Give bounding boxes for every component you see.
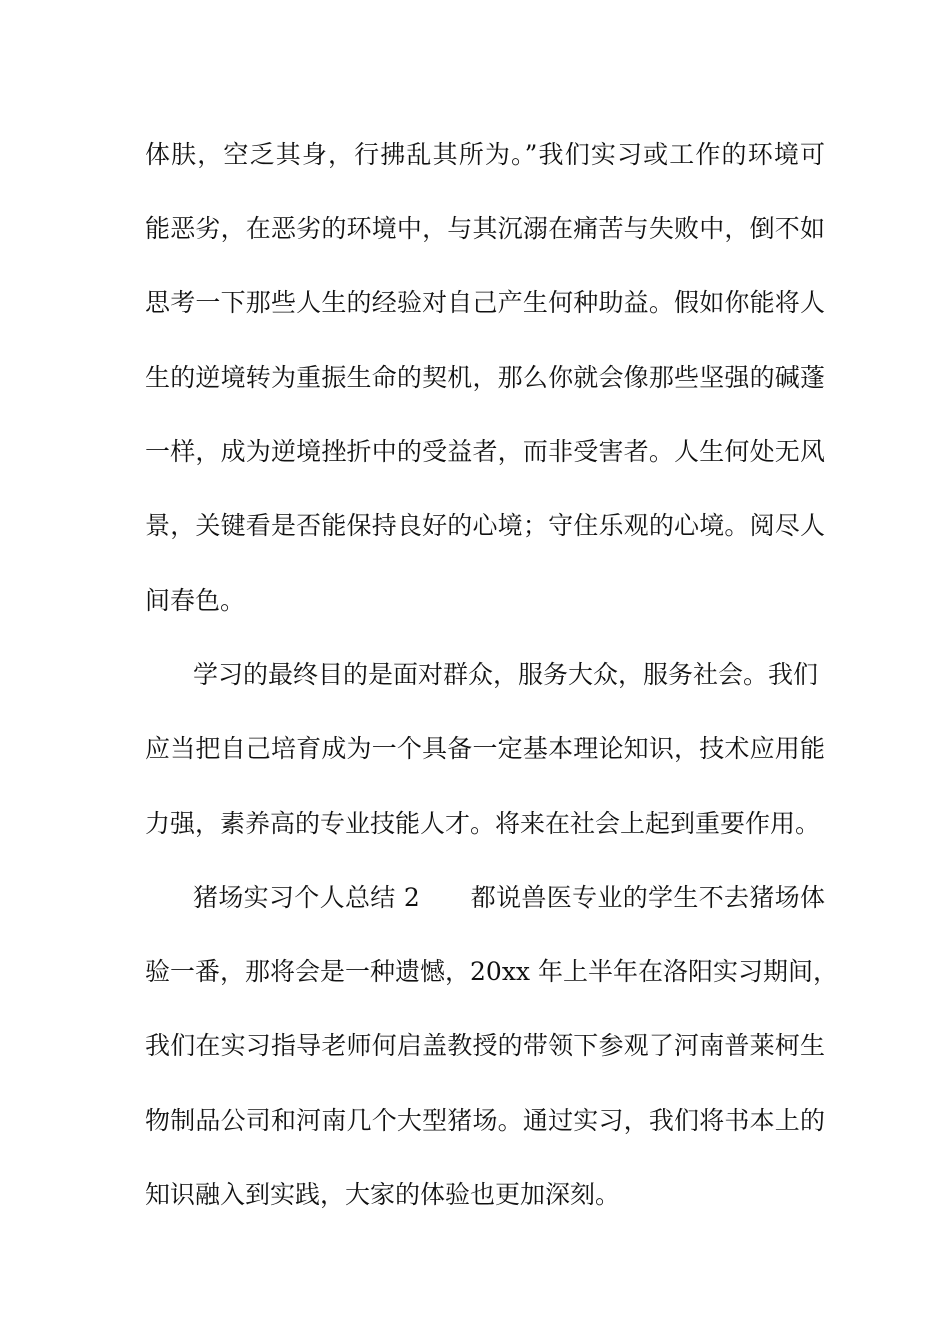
paragraph-line: 应当把自己培育成为一个具备一定基本理论知识，技术应用能 [145, 734, 825, 763]
paragraph-line: 验一番，那将会是一种遗憾，20xx 年上半年在洛阳实习期间， [145, 957, 838, 986]
paragraph-line: 体肤，空乏其身，行拂乱其所为。”我们实习或工作的环境可 [145, 140, 825, 169]
paragraph-line: 力强，素养高的专业技能人才。将来在社会上起到重要作用。 [145, 809, 821, 838]
paragraph-line: 一样，成为逆境挫折中的受益者，而非受害者。人生何处无风 [145, 437, 825, 466]
paragraph-line: 知识融入到实践，大家的体验也更加深刻。 [145, 1180, 621, 1209]
paragraph-line: 思考一下那些人生的经验对自己产生何种助益。假如你能将人 [145, 288, 825, 317]
paragraph-line: 间春色。 [145, 586, 246, 615]
paragraph-line: 我们在实习指导老师何启盖教授的带领下参观了河南普莱柯生 [145, 1031, 825, 1060]
paragraph-line: 物制品公司和河南几个大型猪场。通过实习，我们将书本上的 [145, 1106, 825, 1135]
paragraph-line: 生的逆境转为重振生命的契机，那么你就会像那些坚强的碱蓬 [145, 363, 825, 392]
paragraph-line: 能恶劣，在恶劣的环境中，与其沉溺在痛苦与失败中，倒不如 [145, 214, 825, 243]
section-heading-line: 猪场实习个人总结 2 都说兽医专业的学生不去猪场体 [193, 883, 825, 912]
paragraph-line: 景，关键看是否能保持良好的心境；守住乐观的心境。阅尽人 [145, 511, 825, 540]
paragraph-first-line: 学习的最终目的是面对群众，服务大众，服务社会。我们 [193, 660, 819, 689]
